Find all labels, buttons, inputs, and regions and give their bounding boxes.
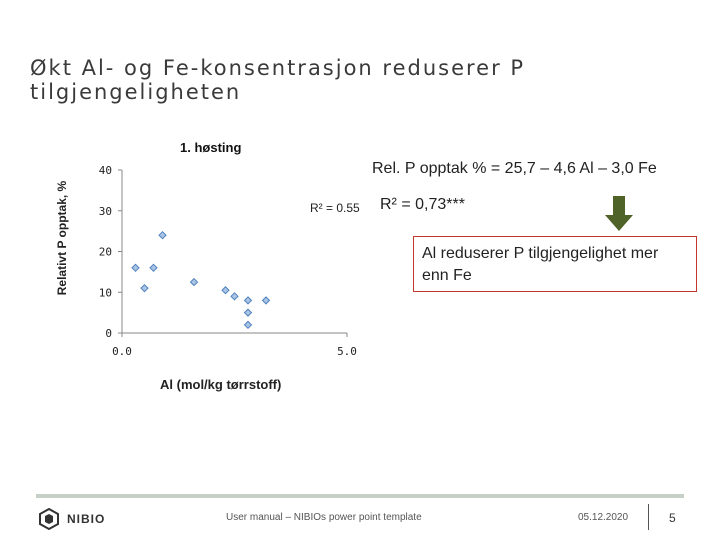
chart-axes [122, 170, 347, 333]
y-axis-label: Relativt P opptak, % [55, 180, 69, 296]
callout-box: Al reduserer P tilgjengelighet mer enn Fe [413, 236, 697, 292]
x-tick-label: 5.0 [337, 345, 357, 358]
data-point [191, 279, 198, 286]
data-point [141, 285, 148, 292]
footer-separator [648, 504, 649, 530]
nibio-logo [37, 508, 105, 530]
x-tick-label: 0.0 [112, 345, 132, 358]
y-tick-label: 10 [98, 286, 112, 300]
data-point [263, 297, 270, 304]
data-point [132, 264, 139, 271]
data-point [150, 264, 157, 271]
chart-title: 1. høsting [180, 140, 242, 155]
data-point [245, 309, 252, 316]
footer-text: User manual – NIBIOs power point template [226, 512, 422, 523]
x-axis-label: Al (mol/kg tørrstoff) [160, 377, 282, 392]
page-number: 5 [669, 511, 676, 525]
footer-date: 05.12.2020 [578, 512, 629, 523]
y-tick-label: 20 [98, 245, 112, 259]
data-point [231, 293, 238, 300]
chart-points [132, 232, 270, 329]
y-tick-label: 30 [98, 204, 112, 218]
nibio-logo-icon [37, 508, 61, 530]
regression-equation: Rel. P opptak % = 25,7 – 4,6 Al – 3,0 Fe [372, 160, 657, 177]
chart-ticks [99, 164, 357, 358]
data-point [159, 232, 166, 239]
brand-name: NIBIO [67, 512, 106, 526]
r2-statement: R² = 0,73*** [380, 196, 465, 213]
data-point [245, 321, 252, 328]
chart-r2-label: R² = 0.55 [310, 201, 360, 215]
data-point [222, 287, 229, 294]
y-tick-label: 0 [105, 327, 112, 340]
footer-divider [36, 494, 684, 498]
slide-title: Økt Al- og Fe-konsentrasjon reduserer P tilgjengeligheten [30, 56, 526, 104]
y-tick-label: 40 [98, 164, 112, 177]
arrow-down-icon [604, 196, 634, 237]
data-point [245, 297, 252, 304]
